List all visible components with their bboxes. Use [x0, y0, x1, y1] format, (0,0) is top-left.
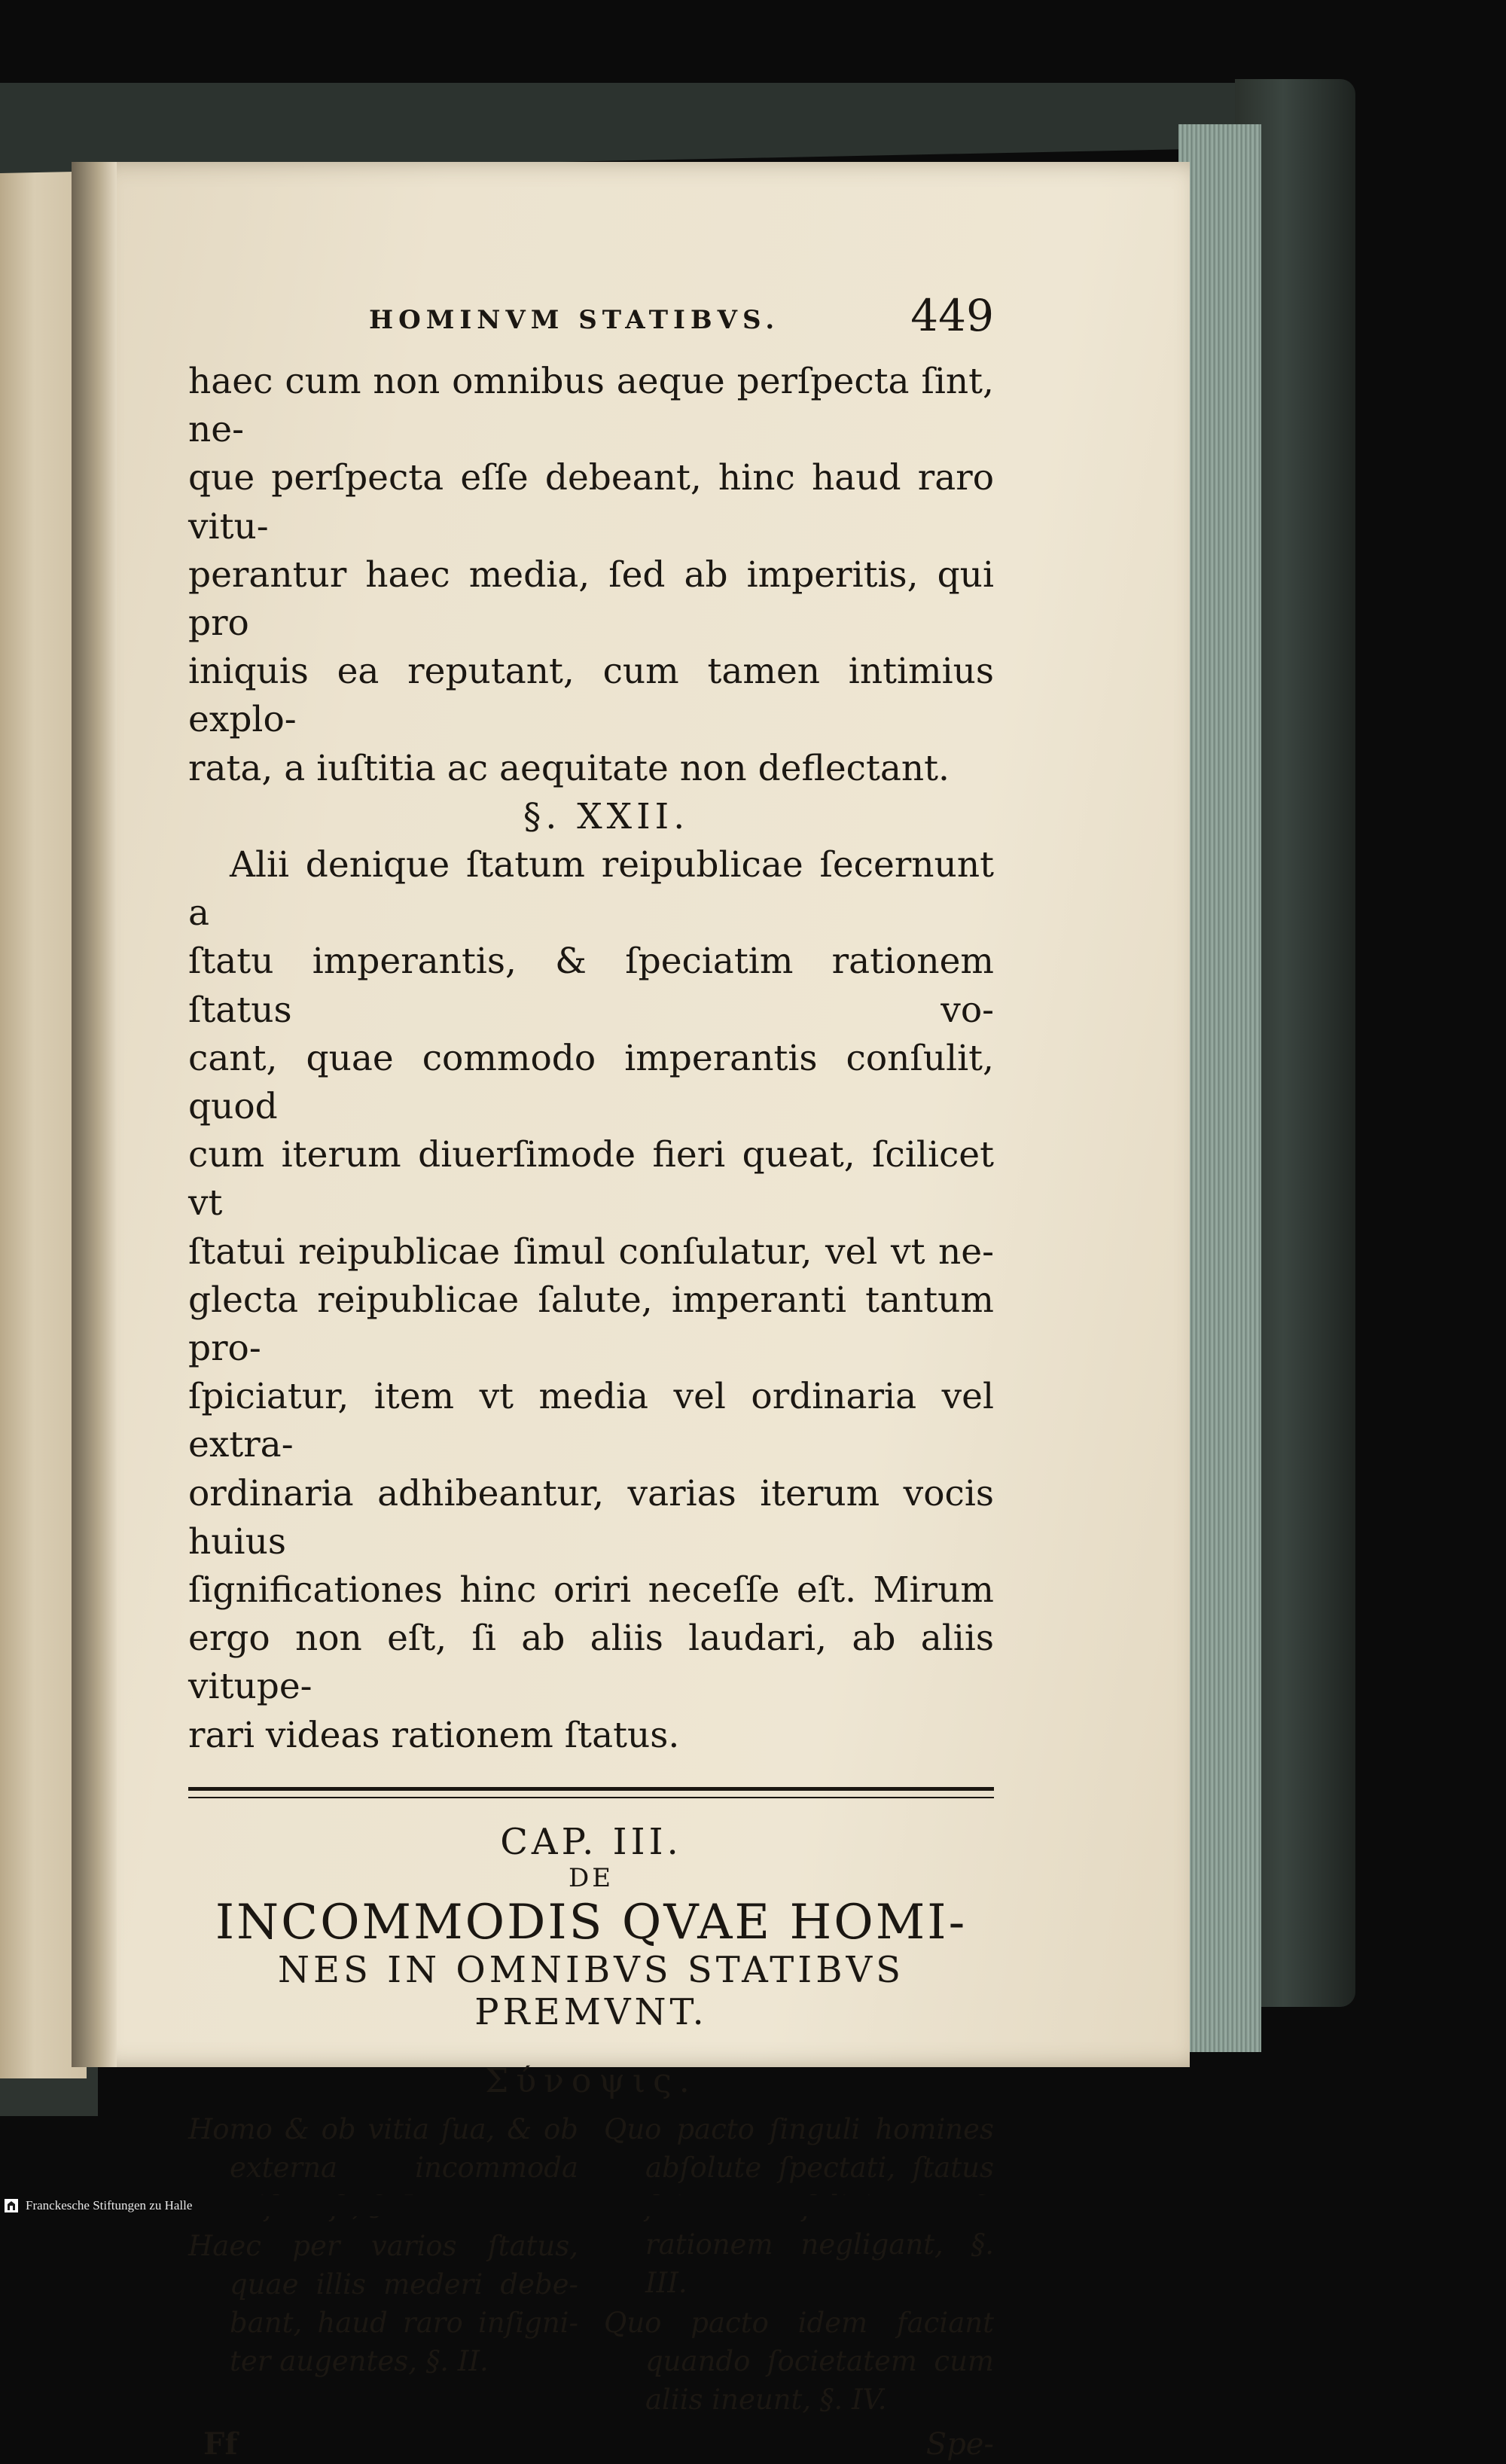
- body-line: Alii denique ſtatum reipublicae ſecernunt a: [188, 844, 994, 935]
- body-line: iniquis ea reputant, cum tamen intimius explo-: [188, 651, 994, 741]
- institution-logo-icon: [3, 2197, 20, 2214]
- body-line: haec cum non omnibus aeque perſpecta ſint, ne-: [188, 361, 994, 451]
- chapter-rule: [188, 1787, 994, 1798]
- section-mark: §. XXII.: [523, 795, 690, 837]
- body-line: cum iterum diuerſimode fieri queat, ſcilicet vt: [188, 1134, 994, 1224]
- body-line: ordinaria adhibeantur, varias iterum vocis huius: [188, 1472, 994, 1563]
- chapter-de: DE: [568, 1862, 614, 1893]
- gutter: [72, 162, 117, 2067]
- body-line: ergo non eſt, ſi ab aliis laudari, ab aliis vitupe-: [188, 1618, 994, 1708]
- footer-line: [188, 2425, 994, 2464]
- body-line: glecta reipublicae ſalute, imperanti tantum pro-: [188, 1279, 994, 1370]
- running-head: [188, 290, 994, 358]
- body-text: [188, 358, 994, 1760]
- body-line: rari videas rationem ſtatus.: [188, 1714, 680, 1756]
- body-line: ſignificationes hinc oriri neceſſe eſt. Mirum: [188, 1569, 994, 1612]
- body-line: ſpiciatur, item vt media vel ordinaria vel extra-: [188, 1376, 994, 1466]
- chapter-title-line3: PREMVNT.: [474, 1990, 708, 2033]
- body-line: rata, a iuſtitia ac aequitate non deflectant.: [188, 747, 950, 789]
- catchword: Spe-: [925, 2426, 994, 2462]
- body-line: ſtatui reipublicae ſimul conſulatur, vel vt ne-: [188, 1230, 994, 1273]
- page-stack-edge: [1178, 124, 1261, 2052]
- cover-top: [0, 83, 1340, 173]
- synopsis-item: Quo pacto ſinguli homines abſolute ſpectati, ſtatus rationem negligant, §. III.: [604, 2112, 994, 2299]
- synopsis-item: Quo pacto idem faciant quando ſocietatem cum aliis ineunt, §. IV.: [604, 2306, 994, 2416]
- body-line: cant, quae commodo imperantis conſulit, quod: [188, 1037, 994, 1128]
- chapter-number: CAP. III.: [500, 1820, 682, 1863]
- body-line: perantur haec media, ſed ab imperitis, qui pro: [188, 553, 994, 645]
- running-head-title: HOMINVM STATIBVS.: [369, 305, 780, 335]
- signature-mark: Ff: [203, 2426, 238, 2462]
- synopsis-left-column: [188, 2110, 578, 2420]
- synopsis-title: Σύνοψις.: [485, 2061, 697, 2100]
- chapter-title-line2: NES IN OMNIBVS STATIBVS: [277, 1948, 905, 1991]
- synopsis-columns: [188, 2110, 994, 2420]
- chapter-title-line1: INCOMMODIS QVAE HOMI-: [215, 1894, 968, 1950]
- body-line: ſtatu imperantis, & ſpeciatim rationem ſtatus vo-: [188, 941, 994, 1031]
- page-number: 449: [910, 290, 994, 341]
- synopsis-right-column: [604, 2110, 994, 2420]
- footer-label: Franckesche Stiftungen zu Halle: [26, 2198, 193, 2212]
- body-line: que perſpecta eſſe debeant, hinc haud raro vitu-: [188, 457, 994, 547]
- footer-bar: [0, 2195, 1506, 2216]
- synopsis-item: Homo & ob vitia ſua, & ob externa incommoda: [188, 2112, 578, 2184]
- page-content: [188, 290, 994, 2464]
- synopsis-item: Haec per varios ſtatus, quae illis mederi debe- bant, haud raro inſigni- ter augentes, §. II.: [188, 2229, 578, 2377]
